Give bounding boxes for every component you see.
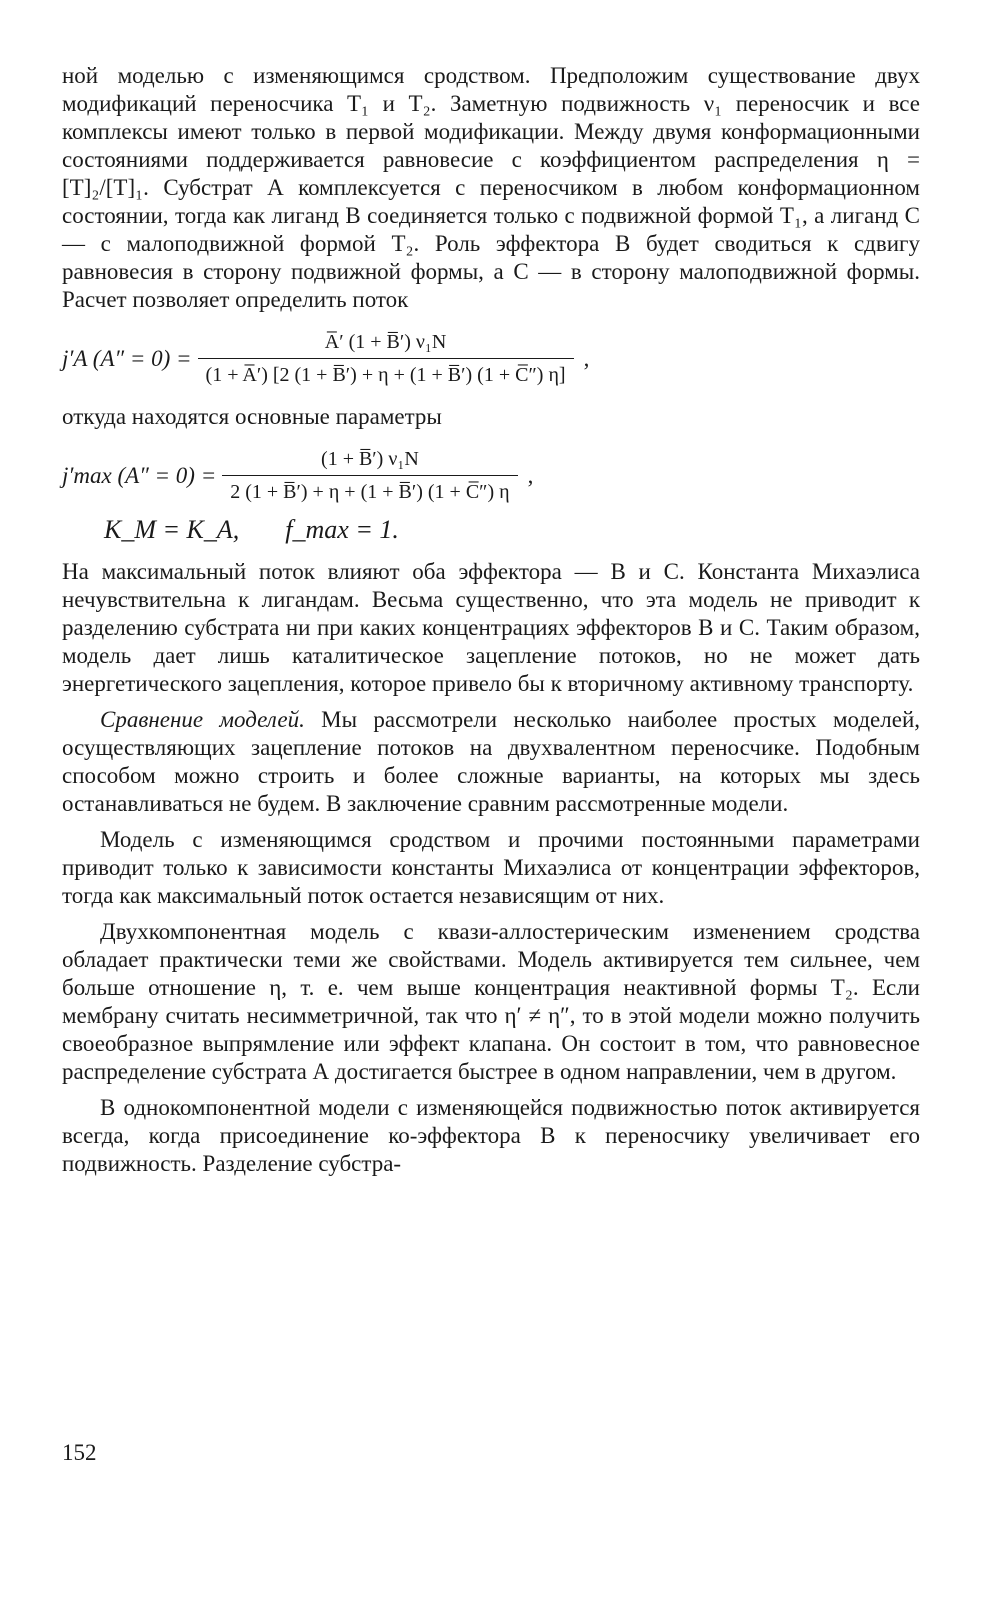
formula-max-fraction: [222, 445, 517, 506]
paragraph-7: В однокомпонентной модели с изменяющейся подвижностью поток активируется всегда, когда присоединение ко-эффектора В к переносчику увеличивает его подвижность. Разделение субстра-: [62, 1095, 920, 1176]
formula-flux-trail: ,: [583, 345, 590, 371]
formula-flux: [62, 328, 920, 389]
formula-flux-lhs: j′A (A″ = 0) =: [62, 345, 192, 371]
paragraph-3: На максимальный поток влияют оба эффектора — В и С. Константа Михаэлиса нечувствительна к лигандам. Весьма существенно, что эта модель не приводит к разделению субстрата ни при каких концентрациях эффекторов В и С. Таким образом, модель дает лишь каталитическое зацепление потоков, но не может дать энергетического зацепления, которое привело бы к вторичному активному транспорту.: [62, 559, 920, 696]
formula-fmax: f_max = 1.: [285, 515, 399, 544]
section-heading-comparison: Сравнение моделей.: [100, 707, 305, 732]
page-number: 152: [62, 1440, 97, 1465]
formula-max-denominator: 2 (1 + B̅′) + η + (1 + B̅′) (1 + C̅″) η: [222, 475, 517, 506]
paragraph-6: Двухкомпонентная модель с квази-аллостерическим изменением сродства обладает практически теми же свойствами. Модель активируется тем сильнее, чем больше отношение η, т. е. чем выше концентрация неактивной формы T₂. Если мембрану считать несимметричной, так что η′ ≠ η″, то в этой модели можно получить своеобразное выпрямление или эффект клапана. Он состоит в том, что равновесное распределение субстрата А достигается быстрее в одном направлении, чем в другом.: [62, 919, 920, 1084]
formula-km: K_M = K_A,: [104, 515, 240, 544]
formula-max-lhs: j′max (A″ = 0) =: [62, 462, 217, 488]
formula-max-numerator: (1 + B̅′) ν₁N: [321, 448, 419, 470]
formula-constants: [104, 516, 920, 544]
page-body: [62, 62, 920, 1178]
formula-max-trail: ,: [527, 462, 534, 488]
formula-flux-fraction: [198, 328, 574, 389]
paragraph-5: Модель с изменяющимся сродством и прочими постоянными параметрами приводит только к зависимости константы Михаэлиса от концентрации эффекторов, тогда как максимальный поток остается независящим от них.: [62, 827, 920, 908]
formula-flux-denominator: (1 + A̅′) [2 (1 + B̅′) + η + (1 + B̅′) (1 + C̅″) η]: [198, 358, 574, 389]
paragraph-4-text: Мы рассмотрели несколько наиболее простых моделей, осуществляющих зацепление потоков на двухвалентном переносчике. Подобным способом можно строить и более сложные варианты, на которых мы здесь останавливаться не будем. В заключение сравним рассмотренные модели.: [62, 707, 920, 816]
paragraph-2: откуда находятся основные параметры: [62, 404, 442, 429]
formula-flux-numerator: A̅′ (1 + B̅′) ν₁N: [324, 331, 447, 353]
formula-max-flux: [62, 445, 920, 544]
paragraph-1: ной моделью с изменяющимся сродством. Предположим существование двух модификаций переносчика T₁ и T₂. Заметную подвижность ν₁ переносчик и все комплексы имеют только в первой модификации. Между двумя конформационными состояниями поддерживается равновесие с коэффициентом распределения η = [T]₂/[T]₁. Субстрат А комплексуется с переносчиком в любом конформационном состоянии, тогда как лиганд В соединяется только с подвижной формой T₁, а лиганд С — с малоподвижной формой T₂. Роль эффектора В будет сводиться к сдвигу равновесия в сторону подвижной формы, а С — в сторону малоподвижной формы. Расчет позволяет определить поток: [62, 63, 920, 312]
paragraph-4: [62, 706, 920, 818]
